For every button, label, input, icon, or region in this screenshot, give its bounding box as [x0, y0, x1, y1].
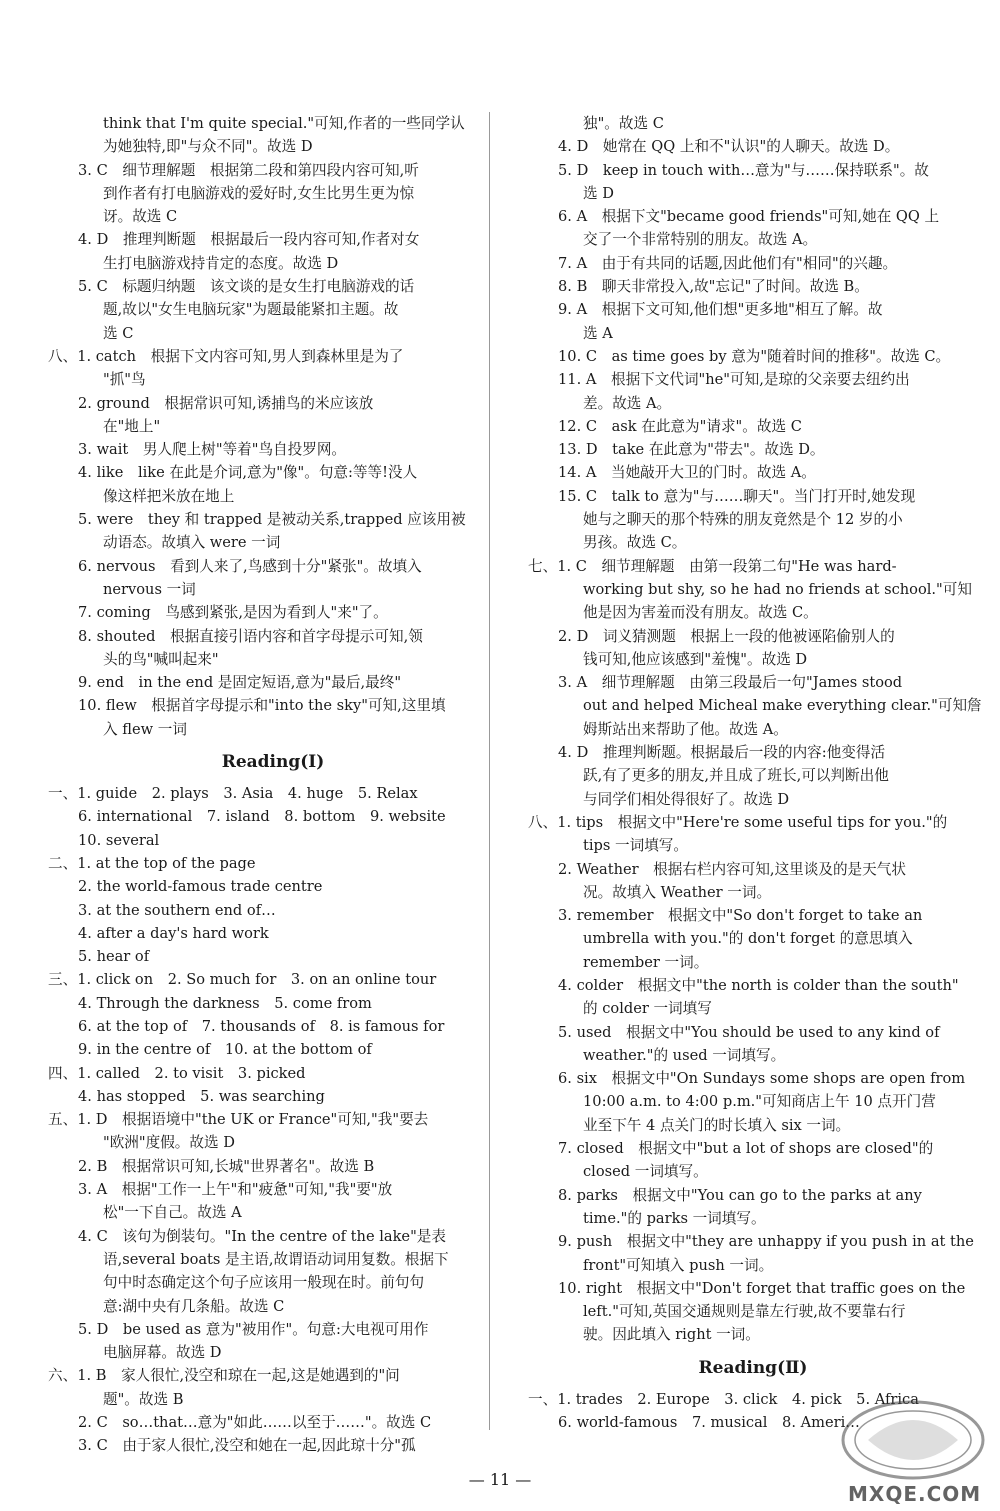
watermark-text: MXQE.COM: [848, 1482, 982, 1506]
answer-line: 6. A 根据下文"became good friends"可知,她在 QQ 上: [558, 208, 940, 226]
answer-line: 5. were they 和 trapped 是被动关系,trapped 应该用被: [78, 511, 466, 529]
answer-line: 3. A 根据"工作一上午"和"疲惫"可知,"我"要"放: [78, 1181, 393, 1199]
answer-line: 3. wait 男人爬上树"等着"鸟自投罗网。: [78, 441, 347, 459]
answer-line: 8. shouted 根据直接引语内容和首字母提示可知,领: [78, 627, 423, 645]
answer-line: 交了一个非常特别的朋友。故选 A。: [583, 231, 818, 249]
answer-line: 4. colder 根据文中"the north is colder than the south": [558, 976, 959, 994]
answer-line: 题,故以"女生电脑玩家"为题最能紧扣主题。故: [103, 301, 399, 319]
answer-line: 二、1. at the top of the page: [48, 854, 256, 872]
answer-line: 动语态。故填入 were 一词: [103, 534, 281, 552]
answer-line: 10. C as time goes by 意为"随着时间的推移"。故选 C。: [558, 347, 951, 365]
answer-line: 语,several boats 是主语,故谓语动词用复数。根据下: [103, 1250, 449, 1268]
answer-line: 3. at the southern end of…: [78, 901, 276, 919]
answer-line: 生打电脑游戏持肯定的态度。故选 D: [103, 254, 339, 272]
answer-line: 2. B 根据常识可知,长城"世界著名"。故选 B: [78, 1157, 375, 1175]
answer-line: 姆斯站出来帮助了他。故选 A。: [583, 720, 788, 738]
answer-line: 7. closed 根据文中"but a lot of shops are closed"的: [558, 1140, 934, 1158]
section-heading: Reading(Ⅱ): [698, 1357, 808, 1378]
answer-line: 15. C talk to 意为"与……聊天"。当门打开时,她发现: [558, 487, 916, 505]
answer-line: 5. C 标题归纳题 该文谈的是女生打电脑游戏的话: [78, 278, 415, 296]
answer-line: 五、1. D 根据语境中"the UK or France"可知,"我"要去: [48, 1111, 429, 1129]
answer-line: 7. coming 鸟感到紧张,是因为看到人"来"了。: [78, 604, 388, 622]
answer-line: 6. six 根据文中"On Sundays some shops are open from: [558, 1070, 966, 1088]
answer-line: 差。故选 A。: [583, 394, 672, 412]
answer-line: weather."的 used 一词填写。: [583, 1046, 786, 1064]
answer-line: 选 A: [583, 324, 613, 342]
answer-line: nervous 一词: [103, 580, 196, 598]
answer-line: 到作者有打电脑游戏的爱好时,女生比男生更为惊: [103, 184, 415, 202]
column-divider: [489, 112, 490, 1430]
answer-line: think that I'm quite special."可知,作者的一些同学认: [103, 115, 465, 132]
answer-line: 3. remember 根据文中"So don't forget to take an: [558, 907, 923, 925]
answer-line: 6. nervous 看到人来了,鸟感到十分"紧张"。故填入: [78, 557, 422, 575]
right-column: [528, 112, 982, 1434]
answer-line: 2. D 词义猜测题 根据上一段的他被诬陷偷别人的: [558, 627, 895, 645]
answer-line: 2. ground 根据常识可知,诱捕鸟的米应该放: [78, 394, 374, 412]
answer-line: 5. D be used as 意为"被用作"。句意:大电视可用作: [78, 1320, 429, 1338]
answer-line: 八、1. tips 根据文中"Here're some useful tips for you."的: [528, 813, 948, 831]
answer-line: 为她独特,即"与众不同"。故选 D: [103, 138, 313, 156]
page-number: — 11 —: [468, 1470, 532, 1489]
answer-line: 5. hear of: [78, 948, 150, 966]
answer-line: 他是因为害羞而没有朋友。故选 C。: [583, 604, 818, 622]
section-heading: Reading(Ⅰ): [221, 752, 325, 773]
answer-line: 3. C 由于家人很忙,没空和她在一起,因此琼十分"孤: [78, 1437, 416, 1455]
answer-line: time."的 parks 一词填写。: [583, 1209, 766, 1227]
answer-line: tips 一词填写。: [583, 837, 688, 855]
answer-line: 13. D take 在此意为"带去"。故选 D。: [558, 441, 825, 459]
answer-line: 9. end in the end 是固定短语,意为"最后,最终": [78, 674, 402, 692]
answer-line: 入 flew 一词: [103, 720, 187, 738]
answer-line: 4. Through the darkness 5. come from: [78, 994, 372, 1012]
answer-line: 三、1. click on 2. So much for 3. on an online tour: [48, 971, 437, 989]
answer-line: 七、1. C 细节理解题 由第一段第二句"He was hard-: [528, 557, 897, 575]
answer-line: 一、1. guide 2. plays 3. Asia 4. huge 5. Relax: [48, 785, 418, 803]
answer-line: front"可知填入 push 一词。: [583, 1256, 774, 1274]
answer-line: 题"。故选 B: [103, 1390, 184, 1408]
answer-line: 5. used 根据文中"You should be used to any kind of: [558, 1023, 940, 1041]
answer-line: 8. B 聊天非常投入,故"忘记"了时间。故选 B。: [558, 278, 869, 296]
answer-line: 跃,有了更多的朋友,并且成了班长,可以判断出他: [583, 767, 889, 785]
answer-line: 6. at the top of 7. thousands of 8. is famous for: [78, 1017, 445, 1035]
answer-line: 9. push 根据文中"they are unhappy if you push in at the: [558, 1233, 974, 1251]
answer-line: 一、1. trades 2. Europe 3. click 4. pick 5. Africa: [528, 1390, 919, 1408]
answer-line: working but shy, so he had no friends at school."可知: [583, 580, 972, 598]
answer-line: left."可知,英国交通规则是靠左行驶,故不要靠右行: [583, 1303, 906, 1321]
answer-line: 6. international 7. island 8. bottom 9. website: [78, 808, 446, 826]
answer-line: 3. A 细节理解题 由第三段最后一句"James stood: [558, 674, 903, 692]
answer-line: 男孩。故选 C。: [583, 534, 687, 552]
answer-line: 2. the world-famous trade centre: [78, 878, 323, 896]
answer-line: 意:湖中央有几条船。故选 C: [103, 1297, 285, 1315]
answer-line: remember 一词。: [583, 953, 709, 971]
answer-line: 选 C: [103, 324, 134, 342]
answer-line: 10. right 根据文中"Don't forget that traffic goes on the: [558, 1279, 966, 1297]
answer-line: 10. flew 根据首字母提示和"into the sky"可知,这里填: [78, 697, 446, 715]
answer-line: out and helped Micheal make everything clear."可知詹: [583, 697, 982, 715]
answer-line: "抓"鸟: [103, 371, 146, 389]
answer-line: 她与之聊天的那个特殊的朋友竟然是个 12 岁的小: [583, 511, 903, 529]
answer-line: 的 colder 一词填写: [583, 1000, 712, 1018]
answer-line: 头的鸟"喊叫起来": [103, 650, 219, 668]
answer-line: 14. A 当她敲开大卫的门时。故选 A。: [558, 464, 816, 482]
answer-line: 9. in the centre of 10. at the bottom of: [78, 1041, 372, 1059]
answer-line: closed 一词填写。: [583, 1163, 708, 1181]
answer-line: 八、1. catch 根据下文内容可知,男人到森林里是为了: [48, 347, 404, 365]
answer-line: 4. after a day's hard work: [78, 924, 269, 942]
answer-line: 4. D 推理判断题。根据最后一段的内容:他变得活: [558, 744, 886, 762]
answer-line: 2. C so…that…意为"如此……以至于……"。故选 C: [78, 1414, 432, 1432]
answer-line: 与同学们相处得很好了。故选 D: [583, 790, 790, 808]
answer-line: 选 D: [583, 184, 614, 202]
answer-line: 7. A 由于有共同的话题,因此他们有"相同"的兴趣。: [558, 254, 898, 272]
answer-line: 10. several: [78, 831, 160, 849]
answer-line: 4. like like 在此是介词,意为"像"。句意:等等!没人: [78, 464, 418, 482]
answer-line: 2. Weather 根据右栏内容可知,这里谈及的是天气状: [558, 860, 906, 878]
answer-line: 在"地上": [103, 417, 161, 435]
answer-line: 8. parks 根据文中"You can go to the parks at any: [558, 1186, 922, 1204]
answer-line: 像这样把米放在地上: [103, 487, 235, 505]
answer-line: 9. A 根据下文可知,他们想"更多地"相互了解。故: [558, 301, 883, 319]
answer-line: 4. has stopped 5. was searching: [78, 1087, 325, 1105]
answer-line: 松"一下自己。故选 A: [103, 1204, 242, 1222]
answer-line: 六、1. B 家人很忙,没空和琼在一起,这是她遇到的"问: [48, 1367, 400, 1385]
answer-line: 4. C 该句为倒装句。"In the centre of the lake"是表: [78, 1227, 446, 1245]
answer-line: 4. D 她常在 QQ 上和不"认识"的人聊天。故选 D。: [558, 138, 900, 156]
answer-line: 驶。因此填入 right 一词。: [583, 1326, 760, 1344]
answer-line: 10:00 a.m. to 4:00 p.m."可知商店上午 10 点开门营: [583, 1093, 936, 1111]
answer-line: umbrella with you."的 don't forget 的意思填入: [583, 930, 913, 948]
answer-line: 5. D keep in touch with…意为"与……保持联系"。故: [558, 161, 929, 179]
answer-line: 12. C ask 在此意为"请求"。故选 C: [558, 417, 802, 435]
answer-line: 4. D 推理判断题 根据最后一段内容可知,作者对女: [78, 231, 420, 249]
answer-line: 电脑屏幕。故选 D: [103, 1344, 222, 1362]
answer-line: "欧洲"度假。故选 D: [103, 1134, 235, 1152]
answer-line: 四、1. called 2. to visit 3. picked: [48, 1064, 306, 1082]
answer-line: 业至下午 4 点关门的时长填入 six 一词。: [583, 1116, 851, 1134]
answer-line: 讶。故选 C: [103, 208, 178, 226]
left-column: [48, 112, 498, 1458]
answer-line: 钱可知,他应该感到"羞愧"。故选 D: [583, 650, 808, 668]
answer-line: 独"。故选 C: [583, 115, 664, 132]
answer-line: 6. world-famous 7. musical 8. Ameri…: [558, 1414, 860, 1432]
answer-line: 句中时态确定这个句子应该用一般现在时。前句句: [103, 1274, 425, 1292]
answer-line: 况。故填入 Weather 一词。: [583, 883, 772, 901]
answer-line: 3. C 细节理解题 根据第二段和第四段内容可知,听: [78, 161, 419, 179]
answer-line: 11. A 根据下文代词"he"可知,是琼的父亲要去纽约出: [558, 371, 910, 389]
